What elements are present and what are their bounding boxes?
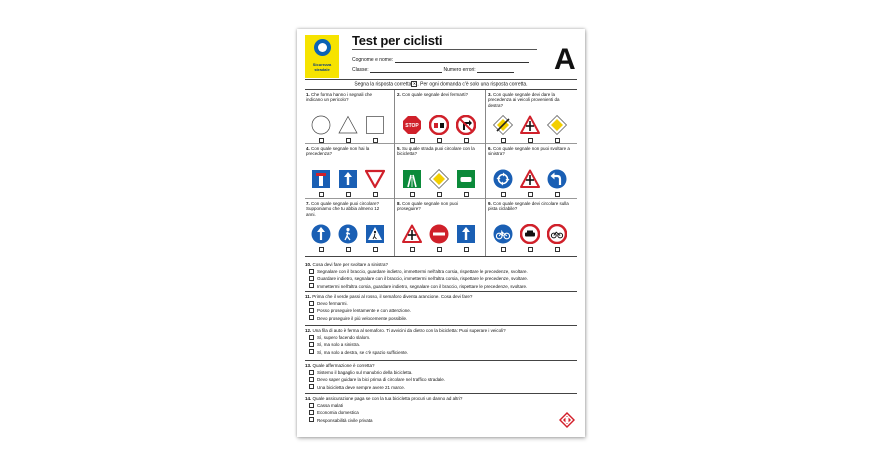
option-text: Posso proseguire lentamente e con attenzione. — [317, 308, 412, 314]
question-text: Su quale strada puoi circolare con la bicicletta? — [397, 146, 475, 157]
answer-checkbox[interactable] — [309, 342, 314, 347]
answer-checkbox[interactable] — [309, 417, 314, 422]
question-text: Con quale segnale devi fermarti? — [402, 92, 469, 97]
question-3 — [488, 92, 570, 108]
answer-option[interactable] — [317, 377, 577, 382]
priority-road-sign-icon — [547, 115, 567, 135]
option-text: Devo fermarmi. — [317, 301, 348, 306]
divider — [305, 325, 577, 326]
answer-option[interactable] — [317, 276, 577, 281]
question-number: 7. — [306, 201, 312, 206]
answer-option[interactable] — [317, 269, 577, 274]
stop-sign-icon — [402, 115, 422, 135]
option-text: Sì, supero facendo slalom. — [317, 335, 371, 340]
question-number: 10. — [305, 262, 313, 267]
answer-option[interactable] — [317, 301, 577, 306]
name-field[interactable] — [352, 57, 529, 63]
question-13 — [305, 363, 575, 369]
answer-checkbox[interactable] — [309, 315, 314, 320]
grid-divider — [485, 90, 486, 256]
turn-left-sign-icon — [547, 169, 567, 189]
answer-checkbox[interactable] — [528, 247, 533, 252]
answer-checkbox[interactable] — [309, 283, 314, 288]
question-text: Con quale segnale non puoi proseguire? — [397, 201, 459, 212]
priority-road-sign-icon — [429, 169, 449, 189]
page-title: Test per ciclisti — [352, 33, 443, 48]
answer-checkbox[interactable] — [309, 384, 314, 389]
option-text: Sì, ma solo a sinistra. — [317, 342, 361, 348]
pedestrian-crossing-sign-icon — [365, 224, 385, 244]
question-7 — [306, 201, 388, 217]
crossroads-warning-sign-icon — [402, 224, 422, 244]
divider — [305, 360, 577, 361]
answer-checkbox[interactable] — [410, 247, 415, 252]
question-text: Quale affermazione è corretta? — [312, 363, 375, 368]
logo-emblem-icon — [314, 39, 331, 56]
square-outline-icon — [365, 115, 385, 135]
answer-checkbox[interactable] — [309, 370, 314, 375]
question-text: Con quale segnale non hai la precedenza? — [306, 146, 370, 157]
option-text: Sì, ma solo a destra, se c'è spazio sufficiente. — [317, 349, 409, 355]
answer-option[interactable] — [317, 410, 577, 415]
question-number: 12. — [305, 328, 313, 333]
answer-option[interactable] — [317, 370, 577, 375]
question-number: 14. — [305, 396, 313, 401]
answer-checkbox[interactable] — [319, 247, 324, 252]
tcs-brand-icon — [559, 412, 575, 428]
crossroads-warning-sign-icon — [520, 169, 540, 189]
question-text: Con quale segnale non puoi svoltare a sinistra? — [488, 146, 570, 157]
name-line[interactable] — [395, 62, 529, 63]
answer-checkbox[interactable] — [309, 301, 314, 306]
option-text: Guardare indietro, segnalare con il braccio, immettermi nell'altra corsia, rispettare le precedenze, svoltare. — [317, 276, 528, 282]
roundabout-sign-icon — [493, 169, 513, 189]
circle-outline-icon — [311, 115, 331, 135]
answer-option[interactable] — [317, 308, 577, 313]
one-way-sign-icon — [456, 224, 476, 244]
answer-checkbox[interactable] — [309, 308, 314, 313]
question-number: 6. — [488, 146, 494, 151]
option-text: Devo proseguire il più velocemente possibile. — [317, 315, 408, 321]
option-text: Sistemo il bagaglio sul manubrio della bicicletta. — [317, 370, 413, 375]
question-text: Prima che il verde passi al rosso, il semaforo diventa arancione. Cosa devi fare? — [312, 294, 473, 299]
triangle-outline-icon — [338, 115, 358, 135]
answer-checkbox[interactable] — [346, 247, 351, 252]
no-entry-sign-icon — [429, 224, 449, 244]
answer-checkbox[interactable] — [437, 247, 442, 252]
answer-checkbox[interactable] — [309, 410, 314, 415]
divider — [305, 89, 577, 90]
option-text: Responsabilità civile privata — [317, 417, 373, 423]
test-sheet — [297, 29, 585, 437]
answer-checkbox[interactable] — [309, 276, 314, 281]
option-text: Immettermi nell'altra corsia, guardare indietro, segnalare con il braccio, rispettare le precedenze, svoltare. — [317, 283, 528, 289]
question-text: Con quale segnale devi circolare sulla pista ciclabile? — [488, 201, 569, 212]
question-9 — [488, 201, 570, 212]
grid-divider — [394, 90, 395, 256]
answer-checkbox[interactable] — [555, 192, 560, 197]
title-underline — [352, 49, 537, 50]
question-number: 3. — [488, 92, 494, 97]
question-number: 2. — [397, 92, 403, 97]
svg-text:STOP: STOP — [405, 123, 419, 129]
answer-checkbox[interactable] — [319, 192, 324, 197]
question-number: 5. — [397, 146, 403, 151]
motorway-sign-icon — [402, 169, 422, 189]
question-number: 1. — [306, 92, 312, 97]
answer-checkbox[interactable] — [464, 247, 469, 252]
answer-checkbox[interactable] — [501, 247, 506, 252]
yield-sign-icon — [365, 169, 385, 189]
answer-checkbox[interactable] — [309, 377, 314, 382]
question-14 — [305, 396, 575, 402]
question-text: Cosa devi fare per svoltare a sinistra? — [312, 262, 389, 267]
option-text: Cassa malati — [317, 403, 344, 408]
no-cars-sign-icon — [520, 224, 540, 244]
answer-option[interactable] — [317, 418, 577, 423]
motor-road-sign-icon — [456, 169, 476, 189]
option-text: Segnalare con il braccio, guardare indietro, immettermi nell'altra corsia, rispettare le precedenze, svoltare. — [317, 269, 528, 274]
answer-option[interactable] — [317, 350, 577, 355]
question-12 — [305, 328, 575, 334]
option-text: Devo saper guidare la bici prima di circolare nel traffico stradale. — [317, 377, 445, 383]
class-field[interactable] — [352, 67, 514, 73]
answer-option[interactable] — [317, 403, 577, 408]
option-text: Economia domestica — [317, 410, 359, 416]
one-way-sign-icon — [338, 169, 358, 189]
question-2 — [397, 92, 479, 97]
question-text: Che forma hanno i segnali che indicano un pericolo? — [306, 92, 373, 103]
divider — [305, 393, 577, 394]
divider — [305, 79, 577, 80]
question-8 — [397, 201, 479, 212]
answer-checkbox[interactable] — [437, 192, 442, 197]
answer-checkbox[interactable] — [464, 192, 469, 197]
class-label: Classe: — [352, 67, 369, 73]
version-letter: A — [554, 43, 576, 76]
answer-checkbox[interactable] — [410, 192, 415, 197]
grid-divider — [305, 198, 577, 199]
answer-option[interactable] — [317, 335, 577, 340]
no-right-turn-sign-icon — [456, 115, 476, 135]
question-number: 4. — [306, 146, 312, 151]
straight-ahead-sign-icon — [311, 224, 331, 244]
question-text: Con quale segnale puoi circolare? Supponiamo che tu abbia almeno 12 anni. — [306, 201, 380, 217]
errors-line[interactable] — [477, 72, 514, 73]
question-10 — [305, 262, 575, 268]
question-text: Con quale segnale devi dare la precedenza ai veicoli provenienti da destra? — [488, 92, 560, 108]
question-5 — [397, 146, 479, 157]
question-4 — [306, 146, 388, 157]
question-number: 11. — [305, 294, 313, 299]
answer-checkbox[interactable] — [501, 192, 506, 197]
answer-checkbox[interactable] — [309, 335, 314, 340]
answer-option[interactable] — [317, 316, 577, 321]
answer-checkbox[interactable] — [555, 247, 560, 252]
errors-label: Numero errori: — [443, 67, 476, 73]
answer-checkbox[interactable] — [309, 403, 314, 408]
divider — [305, 256, 577, 257]
question-text: Una fila di auto è ferma al semaforo. Ti avvicini da dietro con la bicicletta: Puoi superare i veicoli? — [312, 328, 506, 333]
answer-checkbox[interactable] — [528, 192, 533, 197]
crossroads-warning-sign-icon — [520, 115, 540, 135]
checked-box-icon: ✕ — [412, 81, 417, 86]
logo-text: Sicurezza stradale — [312, 62, 332, 72]
tcs-logo — [305, 35, 339, 78]
answer-option[interactable] — [317, 342, 577, 347]
answer-checkbox[interactable] — [373, 247, 378, 252]
answer-checkbox[interactable] — [346, 192, 351, 197]
question-number: 8. — [397, 201, 403, 206]
name-label: Cognome e nome: — [352, 57, 394, 63]
dead-end-sign-icon — [311, 169, 331, 189]
divider — [305, 291, 577, 292]
pedestrian-path-sign-icon — [338, 224, 358, 244]
answer-option[interactable] — [317, 284, 577, 289]
answer-checkbox[interactable] — [309, 269, 314, 274]
answer-checkbox[interactable] — [309, 349, 314, 354]
answer-option[interactable] — [317, 385, 577, 390]
question-number: 9. — [488, 201, 494, 206]
instructions: Segna la risposta corretta✕. Per ogni domanda c'è solo una risposta corretta. — [354, 81, 528, 88]
option-text: Una bicicletta deve sempre avere 21 marce. — [317, 384, 406, 390]
question-number: 13. — [305, 363, 313, 368]
question-6 — [488, 146, 570, 157]
question-11 — [305, 294, 575, 300]
answer-checkbox[interactable] — [373, 192, 378, 197]
priority-road-end-sign-icon — [493, 115, 513, 135]
no-bicycles-sign-icon — [547, 224, 567, 244]
no-overtaking-sign-icon — [429, 115, 449, 135]
question-1 — [306, 92, 388, 103]
cycle-path-sign-icon — [493, 224, 513, 244]
question-text: Quale assicurazione paga se con la tua bicicletta procuri un danno ad altri? — [312, 396, 463, 401]
class-line[interactable] — [370, 72, 442, 73]
grid-divider — [305, 143, 577, 144]
